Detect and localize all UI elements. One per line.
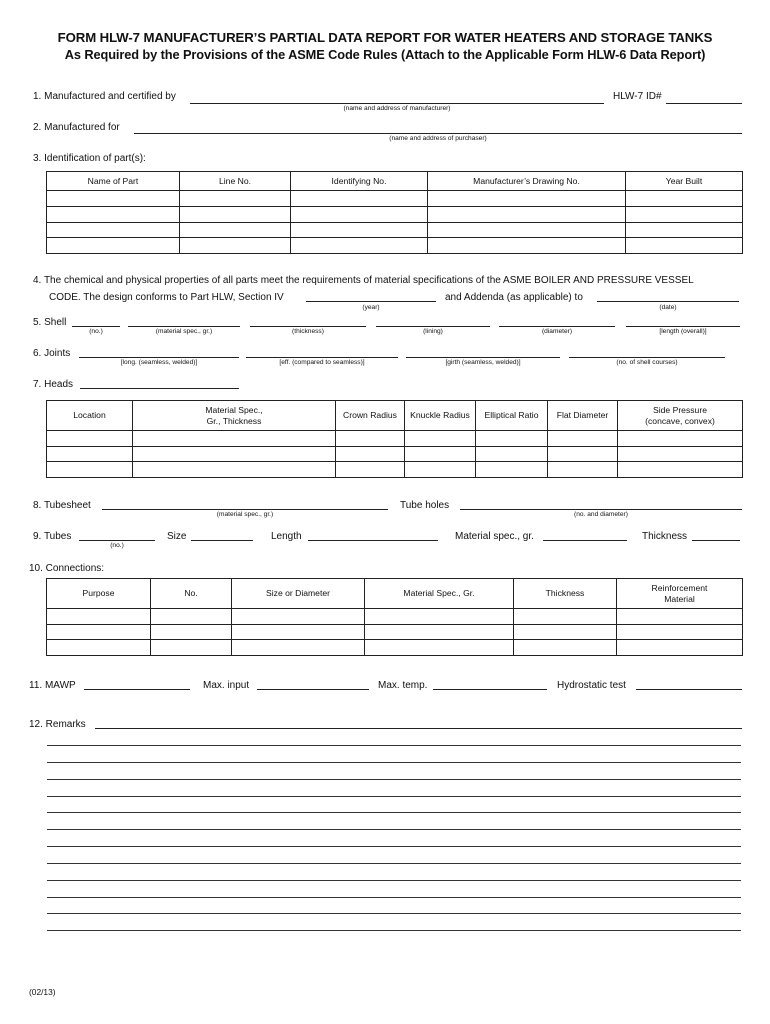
col-line-no: Line No. — [180, 172, 291, 191]
joints-girth-field[interactable] — [406, 357, 560, 358]
table-cell[interactable] — [47, 447, 133, 462]
shell-diameter-caption: (diameter) — [541, 328, 573, 335]
purchaser-field[interactable] — [134, 133, 742, 134]
col-identifying-no: Identifying No. — [291, 172, 428, 191]
shell-material-field[interactable] — [128, 326, 240, 327]
col-material-spec: Material Spec., Gr., Thickness — [133, 401, 336, 431]
joints-eff-field[interactable] — [246, 357, 398, 358]
col-size-or-diameter: Size or Diameter — [232, 579, 365, 609]
table-row — [47, 640, 743, 656]
item4-line1: 4. The chemical and physical properties of all parts meet the requirements of material specifications of the ASME BOILER AND PRESSURE VESSEL — [33, 275, 694, 286]
table-row — [47, 625, 743, 640]
item12-label: 12. Remarks — [29, 719, 86, 730]
table-cell[interactable] — [428, 191, 626, 207]
col-flat-diameter: Flat Diameter — [548, 401, 618, 431]
shell-material-caption: (material spec., gr.) — [155, 328, 213, 335]
table-cell[interactable] — [476, 431, 548, 447]
remarks-line[interactable] — [47, 913, 741, 914]
remarks-line[interactable] — [47, 829, 741, 830]
table-cell[interactable] — [626, 191, 743, 207]
tubes-material-label: Material spec., gr. — [455, 531, 534, 542]
hydrostatic-test-field[interactable] — [636, 689, 742, 690]
table-cell[interactable] — [514, 625, 617, 640]
joints-courses-caption: (no. of shell courses) — [616, 359, 678, 366]
year-caption: (year) — [362, 304, 380, 311]
table-cell[interactable] — [548, 462, 618, 478]
item4-line2b: and Addenda (as applicable) to — [445, 292, 583, 303]
tube-holes-caption: (no. and diameter) — [574, 511, 628, 518]
table-cell[interactable] — [180, 238, 291, 254]
manufacturer-caption: (name and address of manufacturer) — [343, 105, 451, 112]
item9-label: 9. Tubes — [33, 531, 72, 542]
table-cell[interactable] — [47, 462, 133, 478]
item8-label: 8. Tubesheet — [33, 500, 91, 511]
table-cell[interactable] — [180, 207, 291, 223]
remarks-line[interactable] — [47, 880, 741, 881]
table-cell[interactable] — [47, 640, 151, 656]
item2-label: 2. Manufactured for — [33, 122, 120, 133]
table-cell[interactable] — [365, 609, 514, 625]
shell-no-field[interactable] — [72, 326, 120, 327]
table-cell[interactable] — [47, 609, 151, 625]
table-cell[interactable] — [336, 447, 405, 462]
shell-lining-field[interactable] — [376, 326, 490, 327]
shell-length-field[interactable] — [626, 326, 740, 327]
form-title: FORM HLW-7 MANUFACTURER’S PARTIAL DATA REPORT FOR WATER HEATERS AND STORAGE TANKS — [57, 30, 713, 45]
max-input-field[interactable] — [257, 689, 369, 690]
mawp-field[interactable] — [84, 689, 190, 690]
col-name-of-part: Name of Part — [47, 172, 180, 191]
max-temp-label: Max. temp. — [378, 680, 428, 691]
table-cell[interactable] — [47, 191, 180, 207]
tubes-no-caption: (no.) — [110, 542, 124, 549]
table-cell[interactable] — [428, 238, 626, 254]
table-row — [47, 238, 743, 254]
tubes-thickness-label: Thickness — [642, 531, 688, 542]
table-cell[interactable] — [151, 625, 232, 640]
table-cell[interactable] — [232, 625, 365, 640]
remarks-line[interactable] — [47, 930, 741, 931]
table-row — [47, 447, 743, 462]
purchaser-caption: (name and address of purchaser) — [389, 135, 487, 142]
remarks-line[interactable] — [47, 796, 741, 797]
table-cell[interactable] — [405, 447, 476, 462]
shell-thickness-field[interactable] — [250, 326, 366, 327]
mawp-label: 11. MAWP — [29, 680, 76, 691]
table-cell[interactable] — [514, 609, 617, 625]
table-cell[interactable] — [47, 207, 180, 223]
hydrostatic-test-label: Hydrostatic test — [557, 680, 626, 691]
tube-holes-label: Tube holes — [400, 500, 450, 511]
col-elliptical-ratio: Elliptical Ratio — [476, 401, 548, 431]
joints-eff-caption: [eff. (compared to seamless)] — [279, 359, 365, 366]
remarks-line[interactable] — [47, 745, 741, 746]
joints-courses-field[interactable] — [569, 357, 725, 358]
item10-label: 10. Connections: — [29, 563, 105, 574]
manufacturer-field[interactable] — [190, 103, 604, 104]
table-row — [47, 431, 743, 447]
tubes-size-field[interactable] — [191, 540, 253, 541]
table-cell[interactable] — [151, 640, 232, 656]
table-cell[interactable] — [476, 447, 548, 462]
tubes-length-field[interactable] — [308, 540, 438, 541]
form-subtitle: As Required by the Provisions of the ASME Code Rules (Attach to the Applicable Form HLW-6 Data Report) — [64, 47, 706, 62]
table-cell[interactable] — [180, 223, 291, 238]
addenda-date-field[interactable] — [597, 301, 739, 302]
table-row — [47, 609, 743, 625]
shell-thickness-caption: (thickness) — [292, 328, 324, 335]
col-purpose: Purpose — [47, 579, 151, 609]
col-material-spec-gr: Material Spec., Gr. — [365, 579, 514, 609]
item1-label: 1. Manufactured and certified by — [33, 91, 176, 102]
remarks-line[interactable] — [95, 728, 742, 729]
table-cell[interactable] — [291, 207, 428, 223]
form-revision: (02/13) — [29, 987, 56, 997]
shell-diameter-field[interactable] — [499, 326, 615, 327]
table-cell[interactable] — [548, 447, 618, 462]
table-cell[interactable] — [618, 462, 743, 478]
parts-table — [46, 171, 743, 254]
table-cell[interactable] — [618, 431, 743, 447]
max-temp-field[interactable] — [433, 689, 547, 690]
table-cell[interactable] — [133, 431, 336, 447]
table-cell[interactable] — [365, 625, 514, 640]
col-knuckle-radius: Knuckle Radius — [405, 401, 476, 431]
table-cell[interactable] — [291, 223, 428, 238]
remarks-line[interactable] — [47, 846, 741, 847]
shell-no-caption: (no.) — [89, 328, 103, 335]
table-cell[interactable] — [617, 609, 743, 625]
table-cell[interactable] — [405, 462, 476, 478]
table-cell[interactable] — [180, 191, 291, 207]
table-cell[interactable] — [232, 640, 365, 656]
tubesheet-caption: (material spec., gr.) — [216, 511, 274, 518]
tubes-length-label: Length — [271, 531, 302, 542]
table-row — [47, 462, 743, 478]
date-caption: (date) — [659, 304, 677, 311]
tubes-material-field[interactable] — [543, 540, 627, 541]
remarks-line[interactable] — [47, 863, 741, 864]
table-cell[interactable] — [365, 640, 514, 656]
heads-table — [46, 400, 743, 478]
tubes-no-field[interactable] — [79, 540, 155, 541]
hlw7-id-label: HLW-7 ID# — [613, 91, 662, 102]
item3-label: 3. Identification of part(s): — [33, 153, 146, 164]
shell-length-caption: [length (overall)] — [659, 328, 707, 335]
table-row — [47, 207, 743, 223]
table-cell[interactable] — [47, 625, 151, 640]
tube-holes-field[interactable] — [460, 509, 742, 510]
col-drawing-no: Manufacturer’s Drawing No. — [428, 172, 626, 191]
remarks-line[interactable] — [47, 812, 741, 813]
joints-long-caption: [long. (seamless, welded)] — [120, 359, 198, 366]
table-cell[interactable] — [336, 462, 405, 478]
table-cell[interactable] — [626, 223, 743, 238]
item6-label: 6. Joints — [33, 348, 71, 359]
remarks-line[interactable] — [47, 897, 741, 898]
table-cell[interactable] — [151, 609, 232, 625]
heads-field[interactable] — [80, 388, 239, 389]
tubes-thickness-field[interactable] — [692, 540, 740, 541]
item4-line2a: CODE. The design conforms to Part HLW, Section IV — [49, 292, 284, 303]
table-row — [47, 223, 743, 238]
col-side-pressure: Side Pressure (concave, convex) — [618, 401, 743, 431]
col-crown-radius: Crown Radius — [336, 401, 405, 431]
table-cell[interactable] — [428, 223, 626, 238]
item5-label: 5. Shell — [33, 317, 67, 328]
tubes-size-label: Size — [167, 531, 187, 542]
joints-girth-caption: [girth (seamless, welded)] — [445, 359, 521, 366]
table-cell[interactable] — [514, 640, 617, 656]
table-cell[interactable] — [626, 238, 743, 254]
table-cell[interactable] — [618, 447, 743, 462]
table-cell[interactable] — [133, 462, 336, 478]
table-cell[interactable] — [617, 625, 743, 640]
table-cell[interactable] — [405, 431, 476, 447]
tubesheet-field[interactable] — [102, 509, 388, 510]
table-cell[interactable] — [336, 431, 405, 447]
table-cell[interactable] — [626, 207, 743, 223]
table-row — [47, 191, 743, 207]
table-cell[interactable] — [232, 609, 365, 625]
code-year-field[interactable] — [306, 301, 436, 302]
table-cell[interactable] — [47, 431, 133, 447]
table-cell[interactable] — [428, 207, 626, 223]
joints-long-field[interactable] — [79, 357, 239, 358]
max-input-label: Max. input — [203, 680, 250, 691]
table-cell[interactable] — [476, 462, 548, 478]
col-thickness: Thickness — [514, 579, 617, 609]
table-cell[interactable] — [548, 431, 618, 447]
col-year-built: Year Built — [626, 172, 743, 191]
connections-table — [46, 578, 743, 656]
table-cell[interactable] — [47, 223, 180, 238]
table-cell[interactable] — [617, 640, 743, 656]
table-cell[interactable] — [133, 447, 336, 462]
remarks-line[interactable] — [47, 762, 741, 763]
table-cell[interactable] — [47, 238, 180, 254]
remarks-line[interactable] — [47, 779, 741, 780]
col-no: No. — [151, 579, 232, 609]
shell-lining-caption: (lining) — [423, 328, 443, 335]
hlw7-id-field[interactable] — [666, 103, 742, 104]
col-reinforcement-material: Reinforcement Material — [617, 579, 743, 609]
item7-label: 7. Heads — [33, 379, 74, 390]
table-cell[interactable] — [291, 238, 428, 254]
col-location: Location — [47, 401, 133, 431]
table-cell[interactable] — [291, 191, 428, 207]
